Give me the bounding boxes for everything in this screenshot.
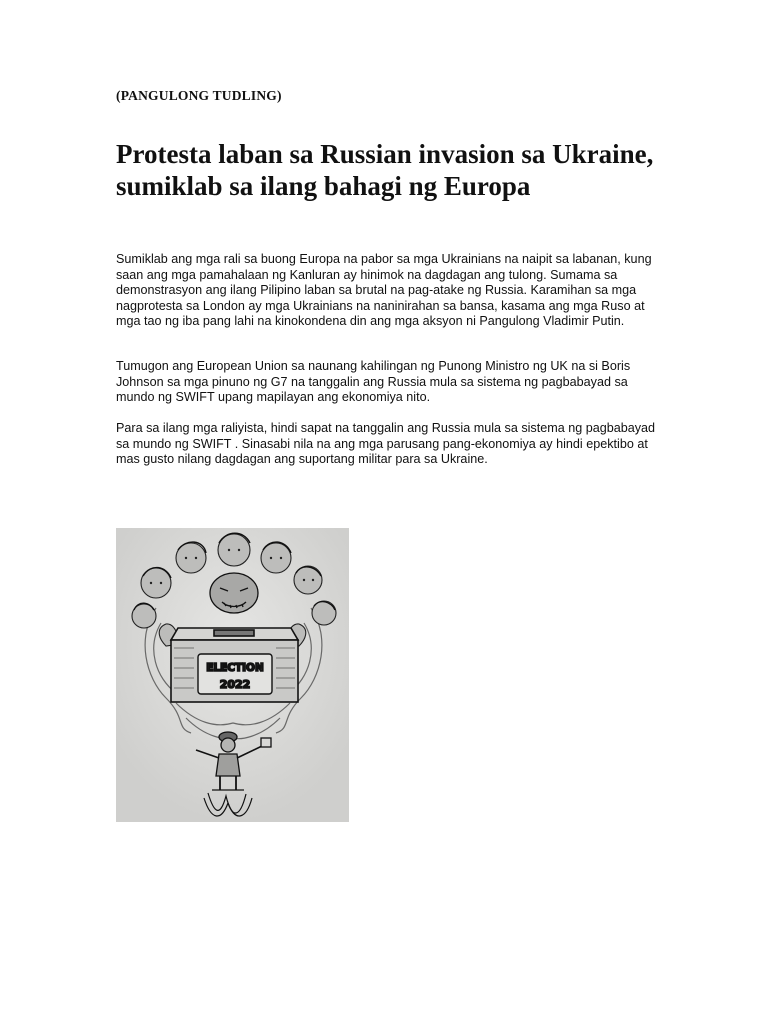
ballot-label-line1: ELECTION — [206, 662, 264, 674]
article-paragraph-1: Sumiklab ang mga rali sa buong Europa na pabor sa mga Ukrainians na naipit sa labanan, kung saan ang mga pamahalaan ng Kanluran ay hinimok na dagdagan ang tulong. Sumama sa demonstrasyon ang ilang Pilipino laban sa brutal na pag-atake ng Russia. Karamihan sa mga nagprotesta sa London ay mga Ukrainians na naninirahan sa bansa, kasama ang mga Ruso at mga tao ng iba pang lahi na kinokondena din ang mga aksyon ni Pangulong Vladimir Putin. — [116, 252, 652, 328]
article-headline: Protesta laban sa Russian invasion sa Ukraine, sumiklab sa ilang bahagi ng Europa — [116, 139, 654, 201]
ballot-box — [171, 628, 298, 702]
cartoon-drawing — [116, 528, 349, 822]
article-paragraph-3: Para sa ilang mga raliyista, hindi sapat na tanggalin ang Russia mula sa sistema ng pagbabayad sa mundo ng SWIFT . Sinasabi nila na ang mga parusang pang-ekonomiya ay hindi epektibo at mas gusto nilang dagdagan ang suportang militar para sa Ukraine. — [116, 421, 656, 466]
section-label: (PANGULONG TUDLING) — [116, 88, 282, 103]
central-face — [210, 573, 258, 613]
ballot-label-line2: 2022 — [219, 678, 251, 691]
article-paragraph-2: Tumugon ang European Union sa naunang kahilingan ng Punong Ministro ng UK na si Boris Johnson sa mga pinuno ng G7 na tanggalin ang Russia mula sa sistema ng pagbabayad sa mundo ng SWIFT upang mapilayan ang ekonomiya nito. — [116, 359, 631, 404]
editorial-cartoon — [116, 528, 349, 822]
